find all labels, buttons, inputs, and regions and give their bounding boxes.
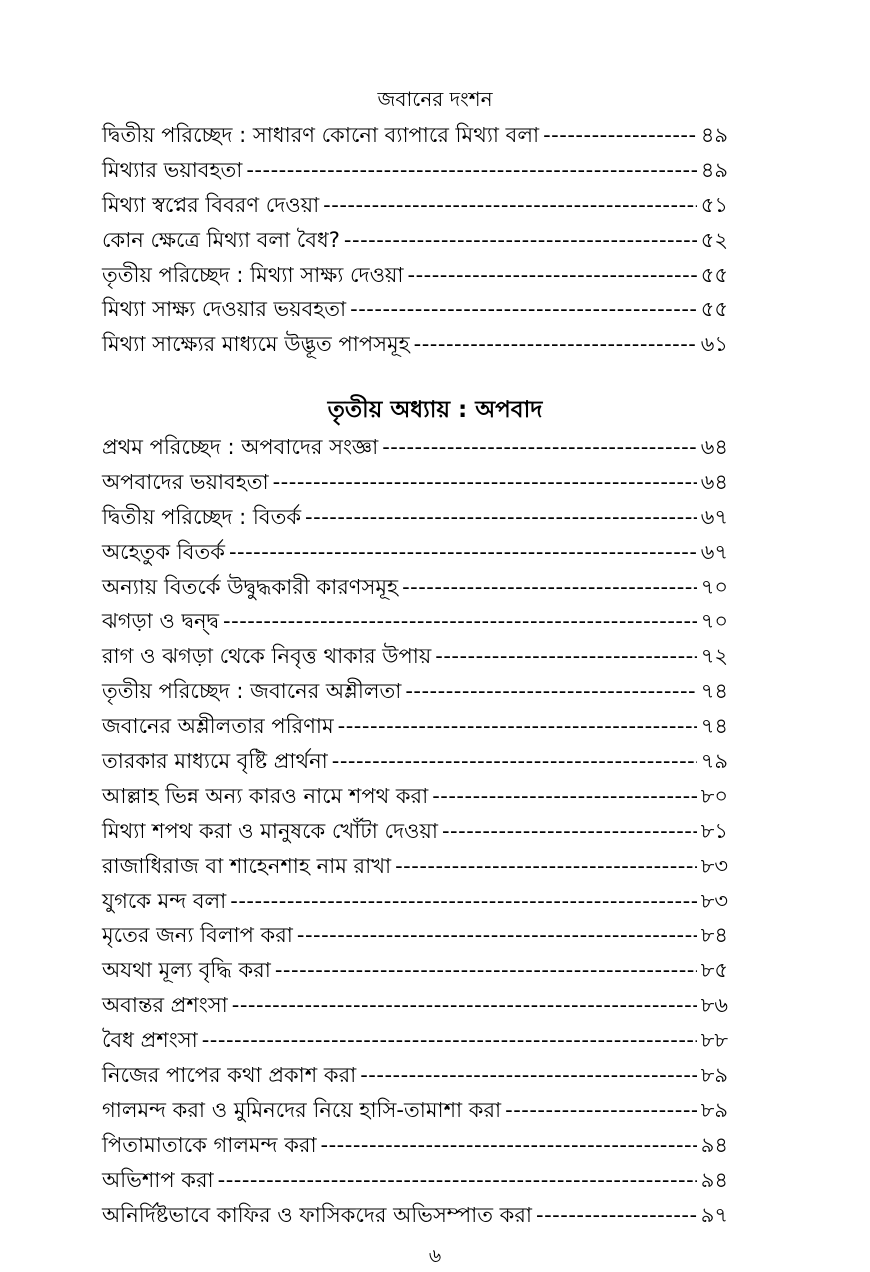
toc-entry-title: নিজের পাপের কথা প্রকাশ করা (102, 1063, 357, 1088)
toc-entry-title: আল্লাহ ভিন্ন অন্য কারও নামে শপথ করা (102, 783, 429, 808)
toc-entry-page: ৭৯ (700, 749, 728, 774)
toc-entry (102, 188, 728, 223)
dot-leader (382, 430, 696, 465)
toc-entry (102, 884, 728, 919)
toc-entry (102, 258, 728, 293)
dot-leader (323, 188, 697, 223)
toc-entry (102, 535, 728, 570)
toc-entry-page: ৬৭ (700, 504, 728, 529)
toc-entry-title: অযথা মূল্য বৃদ্ধি করা (102, 958, 271, 983)
toc-entry-page: ৮৯ (700, 1097, 728, 1122)
toc-entry (102, 292, 728, 327)
toc-entry (102, 639, 728, 674)
toc-entry-title: পিতামাতাকে গালমন্দ করা (102, 1132, 317, 1157)
toc-entry-page: ৫৫ (700, 262, 728, 287)
toc-entry-page: ৮৩ (700, 853, 728, 878)
toc-entry-page: ৬৪ (700, 469, 728, 494)
toc-entry (102, 500, 728, 535)
toc-entry (102, 779, 728, 814)
toc-entry-title: রাজাধিরাজ বা শাহেনশাহ নাম রাখা (102, 853, 392, 878)
dot-leader (230, 884, 696, 919)
toc-entry (102, 744, 728, 779)
toc-entry (102, 604, 728, 639)
dot-leader (344, 223, 697, 258)
dot-leader (229, 535, 697, 570)
toc-entry (102, 430, 728, 465)
toc-entry (102, 1058, 728, 1093)
toc-list-section-2 (102, 118, 728, 362)
dot-leader (273, 465, 697, 500)
toc-entry-title: অপবাদের ভয়াবহতা (102, 469, 269, 494)
toc-entry (102, 223, 728, 258)
dot-leader (408, 258, 697, 293)
toc-entry-page: ৬১ (700, 332, 728, 357)
toc-entry-title: তারকার মাধ্যমে বৃষ্টি প্রার্থনা (102, 749, 328, 774)
dot-leader (432, 779, 697, 814)
dot-leader (321, 1128, 697, 1163)
toc-entry-page: ৯৪ (700, 1132, 728, 1157)
toc-entry-title: ঝগড়া ও দ্বন্দ্ব (102, 609, 220, 634)
toc-entry-title: অন্যায় বিতর্কে উদ্বুদ্ধকারী কারণসমূহ (102, 574, 399, 599)
toc-entry-title: তৃতীয় পরিচ্ছেদ : মিথ্যা সাক্ষ্য দেওয়া (102, 262, 404, 287)
dot-leader (232, 988, 697, 1023)
dot-leader (223, 604, 697, 639)
toc-entry-page: ৭৪ (700, 714, 728, 739)
toc-entry (102, 1023, 728, 1058)
toc-entry-title: অবান্তর প্রশংসা (102, 993, 228, 1018)
chapter-title: তৃতীয় অধ্যায় : অপবাদ (327, 397, 543, 423)
dot-leader (395, 849, 697, 884)
toc-entry (102, 1163, 728, 1198)
toc-entry (102, 153, 728, 188)
toc-entry-title: মিথ্যা শপথ করা ও মানুষকে খোঁটা দেওয়া (102, 818, 438, 843)
toc-entry-title: প্রথম পরিচ্ছেদ : অপবাদের সংজ্ঞা (102, 435, 379, 459)
dot-leader (442, 814, 697, 849)
toc-entry-title: মৃতের জন্য বিলাপ করা (102, 923, 293, 948)
toc-entry-page: ৫৫ (700, 297, 728, 322)
toc-entry (102, 814, 728, 849)
toc-entry-page: ৯৭ (700, 1202, 728, 1227)
toc-entry (102, 849, 728, 884)
toc-entry-title: জবানের অশ্লীলতার পরিণাম (102, 714, 334, 739)
toc-entry-title: অভিশাপ করা (102, 1167, 214, 1192)
toc-entry (102, 988, 728, 1023)
toc-entry-title: কোন ক্ষেত্রে মিথ্যা বলা বৈধ? (102, 227, 340, 252)
toc-entry-title: বৈধ প্রশংসা (102, 1028, 198, 1053)
dot-leader (414, 327, 697, 362)
page-number: ৬ (428, 1245, 442, 1267)
toc-entry (102, 918, 728, 953)
toc-entry-page: ৫২ (700, 227, 728, 252)
toc-entry-page: ৬৪ (700, 435, 728, 459)
toc-entry-page: ৮৫ (700, 958, 728, 983)
toc-entry-title: তৃতীয় পরিচ্ছেদ : জবানের অশ্লীলতা (102, 679, 402, 704)
toc-entry (102, 953, 728, 988)
toc-entry-page: ৪৯ (700, 123, 728, 147)
dot-leader (332, 744, 697, 779)
toc-entry-title: মিথ্যার ভয়াবহতা (102, 157, 243, 182)
toc-entry-title: অহেতুক বিতর্ক (102, 539, 225, 564)
dot-leader (360, 1058, 697, 1093)
dot-leader (275, 953, 697, 988)
dot-leader (202, 1023, 697, 1058)
dot-leader (536, 1198, 697, 1233)
toc-entry (102, 709, 728, 744)
dot-leader (435, 639, 696, 674)
toc-entry-title: যুগকে মন্দ বলা (102, 888, 227, 913)
toc-entry (102, 674, 728, 709)
dot-leader (297, 918, 697, 953)
dot-leader (402, 570, 697, 605)
dot-leader (218, 1163, 697, 1198)
toc-entry-title: মিথ্যা সাক্ষ্যের মাধ্যমে উদ্ভূত পাপসমূহ (102, 332, 410, 357)
toc-entry-page: ৭০ (700, 609, 728, 634)
toc-entry (102, 1198, 728, 1233)
dot-leader (350, 292, 697, 327)
running-head: জবানের দংশন (377, 87, 493, 111)
toc-entry-page: ৯৪ (700, 1167, 728, 1192)
dot-leader (246, 153, 696, 188)
dot-leader (338, 709, 697, 744)
toc-entry (102, 570, 728, 605)
toc-entry (102, 327, 728, 362)
dot-leader (305, 500, 697, 535)
toc-entry (102, 465, 728, 500)
toc-entry (102, 118, 728, 153)
toc-entry-page: ৬৭ (700, 539, 728, 564)
dot-leader (505, 1093, 697, 1128)
toc-entry (102, 1128, 728, 1163)
toc-entry-title: অনির্দিষ্টভাবে কাফির ও ফাসিকদের অভিসম্পাত করা (102, 1202, 533, 1227)
toc-entry-title: দ্বিতীয় পরিচ্ছেদ : সাধারণ কোনো ব্যাপারে মিথ্যা বলা (102, 123, 540, 147)
toc-entry-page: ৫১ (700, 192, 728, 217)
toc-entry-title: দ্বিতীয় পরিচ্ছেদ : বিতর্ক (102, 504, 302, 529)
toc-entry-page: ৭০ (700, 574, 728, 599)
dot-leader (405, 674, 696, 709)
toc-entry-page: ৮৩ (700, 888, 728, 913)
dot-leader (543, 118, 697, 153)
toc-entry-page: ৮০ (700, 783, 728, 808)
toc-entry-title: মিথ্যা সাক্ষ্য দেওয়ার ভয়বহতা (102, 297, 347, 322)
toc-entry-page: ৭২ (700, 644, 728, 669)
toc-entry-page: ৭৪ (700, 679, 728, 704)
toc-entry-page: ৮৯ (700, 1063, 728, 1088)
toc-entry-title: মিথ্যা স্বপ্নের বিবরণ দেওয়া (102, 192, 320, 217)
toc-entry-page: ৮১ (700, 818, 728, 843)
toc-entry-page: ৮৬ (700, 993, 728, 1018)
toc-entry-title: গালমন্দ করা ও মুমিনদের নিয়ে হাসি-তামাশা করা (102, 1097, 502, 1122)
toc-entry-title: রাগ ও ঝগড়া থেকে নিবৃত্ত থাকার উপায় (102, 644, 432, 669)
toc-entry-page: ৪৯ (700, 157, 728, 182)
toc-entry (102, 1093, 728, 1128)
toc-list-chapter-3 (102, 430, 728, 1232)
toc-entry-page: ৮৮ (700, 1028, 728, 1053)
toc-entry-page: ৮৪ (700, 923, 728, 948)
